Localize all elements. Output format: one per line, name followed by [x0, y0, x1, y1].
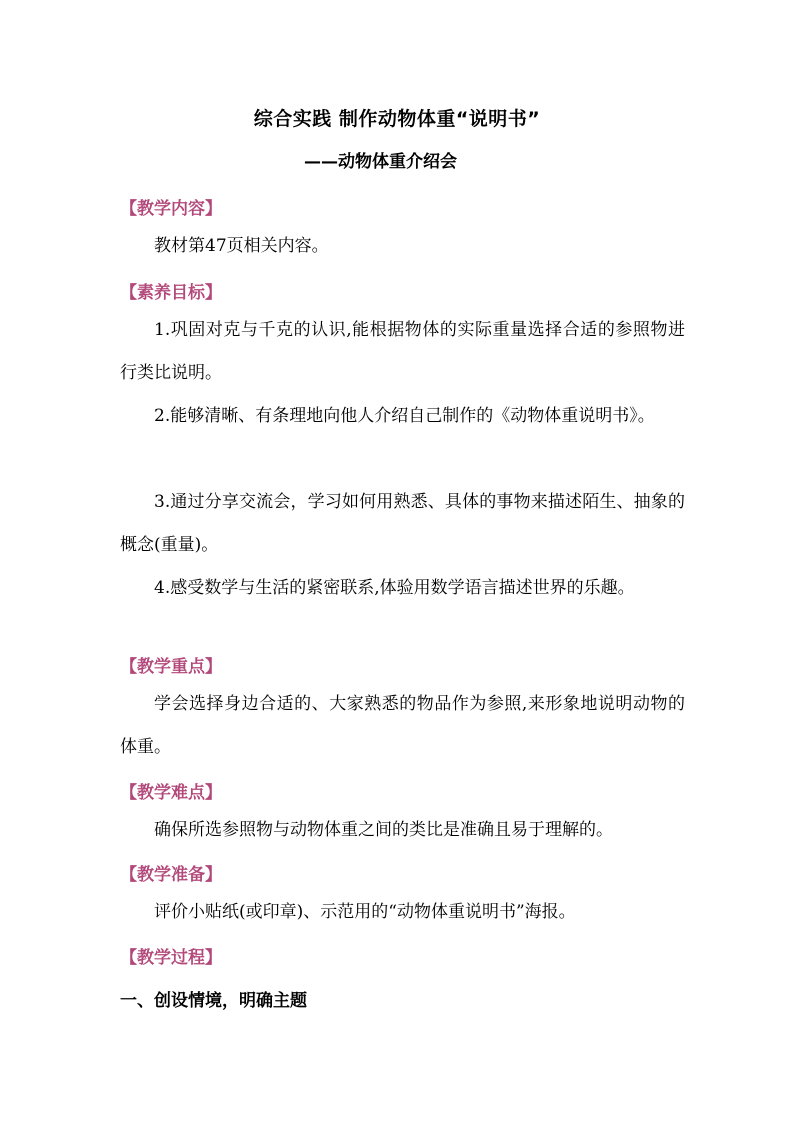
- heading-process: 【教学过程】: [120, 948, 222, 968]
- page-title: 综合实践 制作动物体重“说明书”: [253, 108, 541, 130]
- heading-goals: 【素养目标】: [120, 283, 222, 303]
- subsection-title: 一、创设情境，明确主题: [120, 991, 307, 1011]
- heading-difficulties: 【教学难点】: [120, 783, 222, 803]
- heading-key-points: 【教学重点】: [120, 657, 222, 677]
- paragraph-goal-1: 1.巩固对克与千克的认识,能根据物体的实际重量选择合适的参照物进行类比说明。: [120, 320, 685, 383]
- paragraph-difficulties: 确保所选参照物与动物体重之间的类比是准确且易于理解的。: [154, 820, 613, 840]
- paragraph-goal-3: 3.通过分享交流会，学习如何用熟悉、具体的事物来描述陌生、抽象的概念(重量)。: [120, 492, 685, 555]
- page-subtitle: ——动物体重介绍会: [304, 152, 457, 172]
- paragraph-goal-2: 2.能够清晰、有条理地向他人介绍自己制作的《动物体重说明书》。: [154, 406, 655, 426]
- paragraph-key-points: 学会选择身边合适的、大家熟悉的物品作为参照,来形象地说明动物的体重。: [120, 694, 685, 757]
- heading-preparation: 【教学准备】: [120, 865, 222, 885]
- paragraph-goal-4: 4.感受数学与生活的紧密联系,体验用数学语言描述世界的乐趣。: [154, 578, 635, 598]
- paragraph-content: 教材第47页相关内容。: [154, 236, 329, 256]
- paragraph-preparation: 评价小贴纸(或印章)、示范用的“动物体重说明书”海报。: [154, 902, 576, 922]
- heading-content: 【教学内容】: [120, 199, 222, 219]
